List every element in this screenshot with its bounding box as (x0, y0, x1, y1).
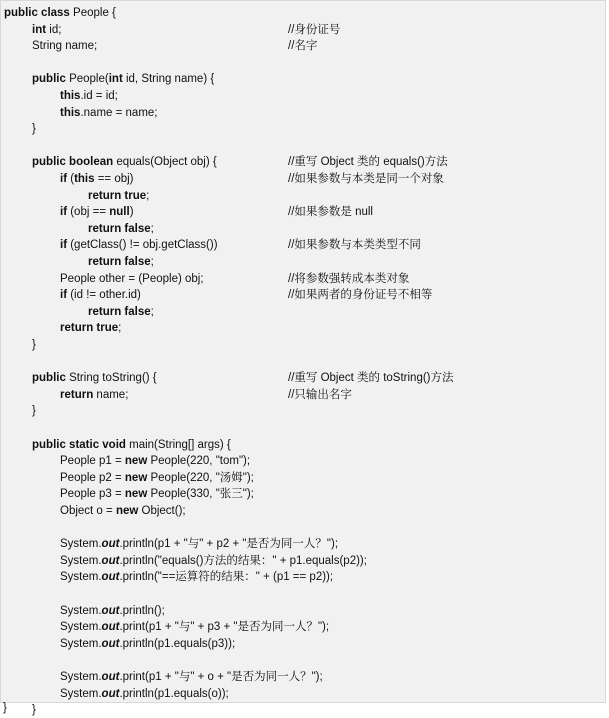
code-text (60, 553, 367, 569)
code-token: People other = (People) obj; (60, 272, 204, 285)
code-token: ; (118, 322, 122, 335)
code-text (60, 470, 254, 486)
code-text (32, 370, 157, 386)
code-token: ; (146, 189, 150, 202)
code-comment: //将参数强转成本类对象 (288, 272, 410, 285)
code-text (32, 22, 61, 38)
code-comment: //身份证号 (288, 23, 341, 36)
code-comment: //名字 (288, 40, 318, 53)
keyword-token: return false (88, 256, 151, 268)
keyword-token: new (124, 455, 148, 468)
code-line (1, 453, 601, 469)
keyword-token: null (109, 206, 130, 219)
code-text (60, 105, 157, 121)
code-token: (getClass() != obj.getClass()) (67, 239, 218, 252)
field-token: out (101, 604, 120, 617)
code-token: People(220, "tom"); (147, 455, 251, 468)
code-line (1, 686, 601, 702)
code-text (60, 171, 134, 187)
code-line (1, 370, 601, 386)
code-line (1, 470, 601, 486)
code-text (32, 337, 36, 353)
code-line (1, 486, 601, 502)
code-token: People(330, "张三"); (147, 488, 254, 501)
code-token: ; (150, 305, 154, 318)
keyword-token: return true (88, 189, 147, 202)
code-token: .println(); (119, 604, 165, 617)
keyword-token: this (60, 106, 81, 119)
code-token: .id = id; (80, 90, 118, 102)
keyword-token: int (108, 73, 123, 86)
code-comment: //如果参数是 null (288, 206, 373, 219)
code-text (60, 619, 329, 635)
code-token: .println(p1 + "与" + p2 + "是否为同一人？"); (119, 538, 339, 551)
code-token: } (32, 704, 36, 717)
code-text (60, 603, 165, 619)
code-line (1, 320, 601, 336)
code-line (1, 188, 601, 204)
keyword-token: new (124, 488, 148, 501)
code-line (1, 221, 601, 237)
code-text (32, 403, 36, 419)
code-line (1, 237, 601, 253)
field-token: out (101, 621, 120, 634)
code-text (60, 636, 235, 652)
keyword-token: this (60, 90, 81, 102)
code-token: .name = name; (80, 106, 158, 119)
code-token: (id != other.id) (67, 289, 141, 302)
code-line (1, 437, 601, 453)
code-line (1, 121, 601, 137)
code-line (1, 503, 601, 519)
code-comment: //只输出名字 (288, 388, 352, 401)
code-line (1, 536, 601, 552)
code-text (88, 254, 154, 270)
code-token: System. (60, 671, 102, 683)
code-token: People p3 = (60, 488, 125, 501)
keyword-token: public static void (32, 438, 126, 451)
code-line (1, 204, 601, 220)
code-text (32, 71, 214, 87)
code-text (60, 536, 338, 552)
code-comment: //如果两者的身份证号不相等 (288, 289, 433, 302)
keyword-token: return false (88, 222, 151, 235)
code-token: .print(p1 + "与" + o + "是否为同一人？"); (119, 671, 323, 683)
code-token: == obj) (94, 173, 134, 185)
code-text (60, 237, 218, 253)
code-line (1, 105, 601, 121)
class-closing-brace: } (3, 702, 7, 714)
code-line (1, 71, 601, 87)
code-comment: //重写 Object 类的 equals()方法 (288, 156, 448, 169)
code-token: name; (93, 388, 129, 401)
code-text (88, 188, 149, 204)
keyword-token: public (32, 73, 66, 86)
code-token: (obj == (67, 206, 110, 219)
code-line (1, 22, 601, 38)
keyword-token: if (60, 173, 68, 185)
code-text (88, 304, 154, 320)
code-token: System. (60, 621, 102, 634)
code-token: main(String[] args) { (125, 438, 231, 451)
keyword-token: public class (4, 7, 70, 19)
code-text (60, 569, 333, 585)
code-line (1, 669, 601, 685)
code-token: Object(); (138, 505, 186, 517)
code-line (1, 553, 601, 569)
field-token: out (101, 687, 120, 700)
code-text (32, 154, 217, 170)
keyword-token: int (32, 23, 47, 36)
code-text (88, 221, 154, 237)
code-line (1, 88, 601, 104)
code-line (1, 636, 601, 652)
code-token: ) (129, 206, 134, 219)
code-token: People { (69, 7, 116, 19)
code-line (1, 5, 601, 21)
code-token: Object o = (60, 505, 116, 517)
code-text (60, 686, 229, 702)
code-text (60, 204, 134, 220)
code-text (60, 387, 128, 403)
code-text (60, 287, 141, 303)
code-text (32, 437, 231, 453)
field-token: out (101, 571, 120, 584)
code-line (1, 337, 601, 353)
keyword-token: return true (60, 322, 119, 335)
code-token: System. (60, 687, 102, 700)
code-token: ( (67, 173, 75, 185)
code-text (60, 453, 250, 469)
code-token: System. (60, 538, 102, 551)
code-text (60, 486, 254, 502)
keyword-token: if (60, 206, 68, 219)
keyword-token: new (124, 471, 148, 484)
code-text (4, 5, 116, 21)
code-token: People(220, "汤姆"); (147, 471, 254, 484)
field-token: out (101, 671, 120, 683)
code-text (60, 271, 204, 287)
code-token: id; (46, 23, 62, 36)
code-text (32, 121, 36, 137)
code-token: People( (65, 73, 109, 86)
code-line (1, 154, 601, 170)
keyword-token: public boolean (32, 156, 114, 169)
code-line (1, 387, 601, 403)
code-line (1, 271, 601, 287)
code-line (1, 304, 601, 320)
code-token: System. (60, 571, 102, 584)
field-token: out (101, 538, 120, 551)
code-token: .println(p1.equals(p3)); (119, 637, 236, 650)
keyword-token: public (32, 372, 66, 385)
code-token: ; (150, 222, 154, 235)
code-token: id, String name) { (122, 73, 215, 86)
code-token: } (32, 405, 36, 418)
keyword-token: if (60, 239, 68, 252)
code-line (1, 603, 601, 619)
code-text (60, 320, 121, 336)
code-token: } (32, 339, 36, 351)
code-comment: //如果参数与本类是同一个对象 (288, 173, 444, 185)
code-token: ; (150, 256, 154, 268)
code-token: } (32, 123, 36, 136)
code-token: String name; (32, 40, 98, 53)
keyword-token: return false (88, 305, 151, 318)
code-line (1, 403, 601, 419)
code-line (1, 287, 601, 303)
code-token: System. (60, 637, 102, 650)
code-text (32, 38, 97, 54)
code-token: System. (60, 604, 102, 617)
field-token: out (101, 554, 120, 567)
code-token: People p1 = (60, 455, 125, 468)
keyword-token: return (60, 388, 94, 401)
code-token: System. (60, 554, 102, 567)
code-line (1, 569, 601, 585)
code-token: .println("equals()方法的结果：" + p1.equals(p2)); (119, 554, 367, 567)
code-token: .println("==运算符的结果：" + (p1 == p2)); (119, 571, 334, 584)
code-token: .print(p1 + "与" + p3 + "是否为同一人？"); (119, 621, 330, 634)
code-comment: //如果参数与本类类型不同 (288, 239, 421, 252)
code-token: .println(p1.equals(o)); (119, 687, 229, 700)
code-text (60, 669, 323, 685)
code-line (1, 619, 601, 635)
code-line (1, 38, 601, 54)
code-token: equals(Object obj) { (113, 156, 217, 169)
keyword-token: new (115, 505, 139, 517)
keyword-token: this (74, 173, 95, 185)
field-token: out (101, 637, 120, 650)
code-token: String toString() { (65, 372, 157, 385)
code-comment: //重写 Object 类的 toString()方法 (288, 372, 454, 385)
keyword-token: if (60, 289, 68, 302)
code-token: People p2 = (60, 471, 125, 484)
code-text (60, 88, 118, 104)
code-text (60, 503, 186, 519)
code-line (1, 254, 601, 270)
code-line (1, 171, 601, 187)
